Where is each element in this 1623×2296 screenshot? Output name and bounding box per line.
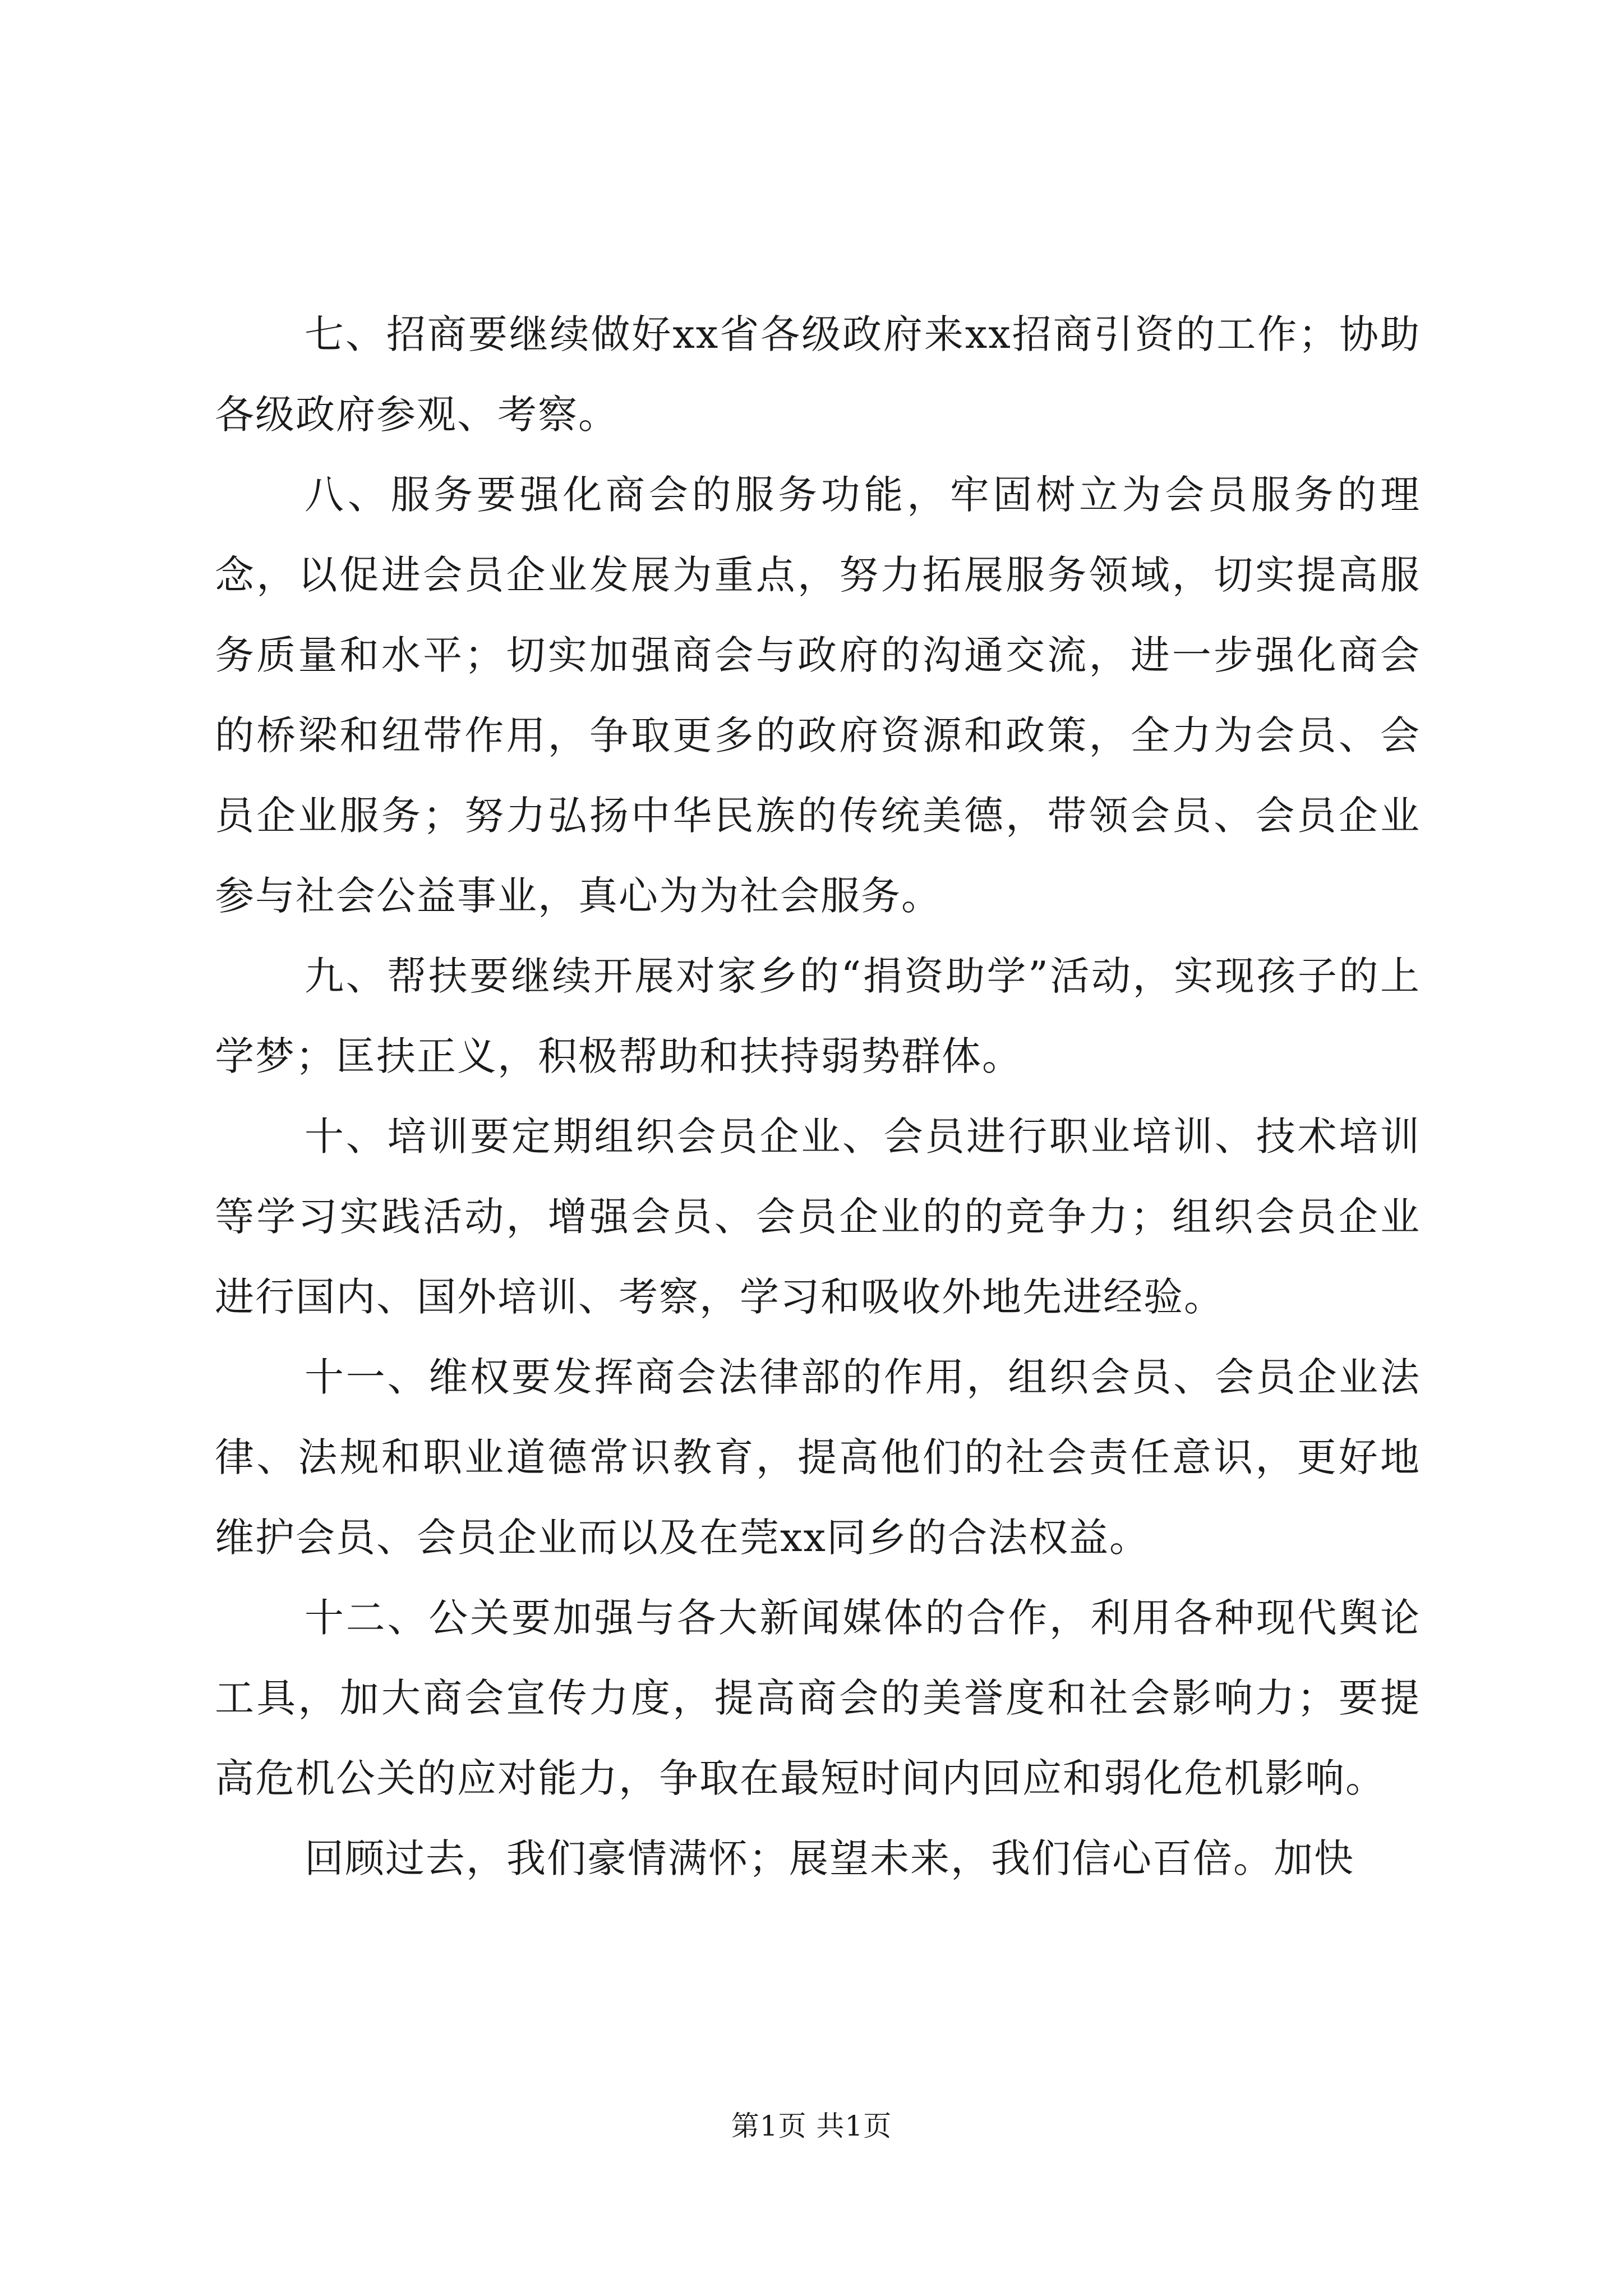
paragraph-rights: 十一、维权要发挥商会法律部的作用，组织会员、会员企业法律、法规和职业道德常识教育，提高他们的社会责任意识，更好地维护会员、会员企业而以及在莞xx同乡的合法权益。 — [215, 1354, 1421, 1561]
paragraph-assistance: 九、帮扶要继续开展对家乡的“捐资助学”活动，实现孩子的上学梦；匡扶正义，积极帮助和扶持弱势群体。 — [215, 953, 1421, 1079]
page-footer: 第1页 共1页 — [731, 2110, 892, 2142]
paragraph-training: 十、培训要定期组织会员企业、会员进行职业培训、技术培训等学习实践活动，增强会员、会员企业的的竞争力；组织会员企业进行国内、国外培训、考察，学习和吸收外地先进经验。 — [215, 1114, 1421, 1320]
document-body — [215, 295, 1421, 1899]
paragraph-closing: 回顾过去，我们豪情满怀；展望未来，我们信心百倍。加快 — [305, 1835, 1354, 1881]
paragraph-public-relations: 十二、公关要加强与各大新闻媒体的合作，利用各种现代舆论工具，加大商会宣传力度，提高商会的美誉度和社会影响力；要提高危机公关的应对能力，争取在最短时间内回应和弱化危机影响。 — [215, 1595, 1421, 1801]
paragraph-investment: 七、招商要继续做好xx省各级政府来xx招商引资的工作；协助各级政府参观、考察。 — [215, 311, 1421, 438]
paragraph-service: 八、服务要强化商会的服务功能，牢固树立为会员服务的理念，以促进会员企业发展为重点，努力拓展服务领域，切实提高服务质量和水平；切实加强商会与政府的沟通交流，进一步强化商会的桥梁和纽带作用，争取更多的政府资源和政策，全力为会员、会员企业服务；努力弘扬中华民族的传统美德，带领会员、会员企业参与社会公益事业，真心为为社会服务。 — [215, 472, 1421, 919]
